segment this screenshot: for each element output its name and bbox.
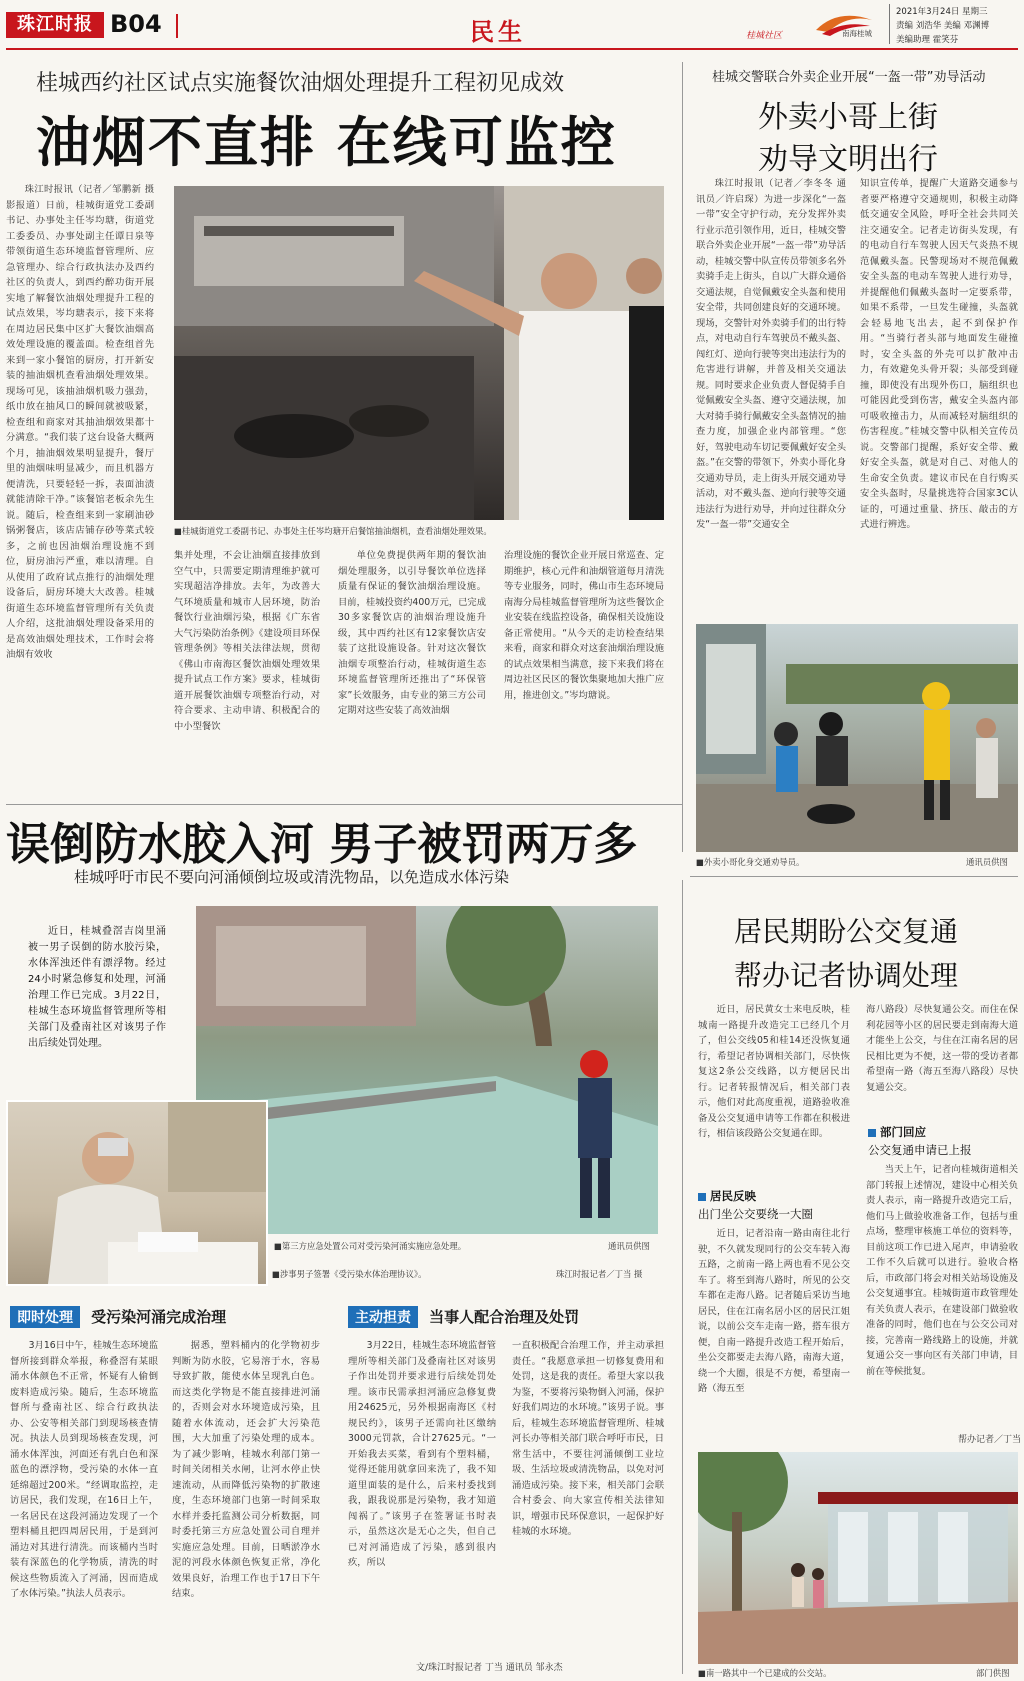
story3-credit-river: 通讯员供图 <box>608 1241 650 1251</box>
story4-sec-a-cont: 海八路段）尽快复通公交。而住在保利花园等小区的居民要走到南海大道才能坐上公交，与住在江南名居的居民相比更为不便，这一带的受访者都希望南一路（海五至海八路段）尽快复通公交。 <box>866 1004 1018 1093</box>
story1-title: 油烟不直排 在线可监控 <box>36 111 617 174</box>
brand-divider <box>889 4 890 44</box>
story1-kicker: 桂城西约社区试点实施餐饮油烟处理提升工程初见成效 <box>36 71 565 96</box>
story2-title-line1: 外卖小哥上街 <box>758 100 938 135</box>
masthead-rule <box>6 48 1018 50</box>
kitchen-scene-icon <box>174 186 664 520</box>
story4-sec-b-body: 当天上午，记者向桂城街道相关部门转报上述情况，建设中心相关负责人表示，南一路提升改造完工后，他们马上做验收准备工作，包括与重点场，整理审核施工单位的资料等，目前这项工作已进入尾声，申请验收工作不久后就可以进行。验收合格后，市政部门将会对相关站场设施及公交复通事宜。桂城街道市政管理处有关负责人表示，在建设部门做验收准备的同时，他们也在与公交公司对接，完善南一路线路上的设施，并就复通公交一事向区有关部门申请，目前在等候批复。 <box>866 1164 1018 1377</box>
story3-kicker: 桂城呼吁市民不要向河涌倾倒垃圾或清洗物品，以免造成水体污染 <box>74 868 510 886</box>
story1-col2: 集并处理，不会让油烟直接排放到空气中，只需要定期清理维护就可实现超洁净排放。去年，为改善大气环境质量和城市人居环境，防治餐饮行业油烟污染，根据《广东省大气污染防治条例》《建设项目环保管理条例》等相关法律法规，贯彻《佛山市南海区餐饮油烟处理效果提升试点工作方案》要求，桂城街道开展餐饮油烟专项整治行动，对符合要求、主动申请、积极配合的中小型餐饮 <box>174 550 320 732</box>
bullet-square-icon <box>698 1193 706 1201</box>
story4-lead: 近日，居民黄女士来电反映，桂城南一路提升改造完工已经几个月了，但公交线05和桂14还没恢复通行，希望记者协调相关部门，尽快恢复这2条公交线路，以方便居民出行。记者转报情况后，相关部门表示，他们对此高度重视，道路验收准备及公交复通申请等工作都在积极进行，相信该段路公交复通在即。 <box>698 1004 850 1139</box>
man-signing-icon <box>8 1102 266 1284</box>
story1-caption: ■桂城街道党工委副书记、办事处主任岑均瑭开启餐馆抽油烟机，查看油烟处理效果。 <box>174 526 492 536</box>
story-divider-right <box>690 876 1018 877</box>
story3-sec1-tag: 即时处理 <box>10 1306 80 1328</box>
story1-col1: 珠江时报讯（记者／邹鹏新 摄影报道）日前，桂城街道党工委副书记、办事处主任岑均瑭，街道党工委委员、办事处副主任谭日泉等带领街道生态环境监督管理所、应急管理办、综合行政执法办及西约社区的负责人，到西约醉功街开展实地了解餐饮油烟处理提升工程的试点效果，岑均瑭表示，接下来将在周边居民集中区扩大餐饮油烟高效处理设施的覆盖面。检查组首先来到一家小餐馆的厨房，打开新安装的抽油烟机查看油烟处理效果。现场可见，该抽油烟机吸力强劲，纸巾放在抽风口的瞬间就被吸紧，检查组和商家对其抽油烟效果都十分满意。“我们装了这台设备大概两个月，抽油烟效果明显提升，餐厅里的油烟味明显减少，而且机器方便清洗，只要轻轻一拆，表面油渍就能清除干净。”该餐馆老板余先生说。随后，检查组来到一家刷油砂锅粥餐店，该店店铺存砂等菜式较多，之前也因油烟治理设施不到位，厨房油污严重，难以清理。自从使用了政府试点推行的油烟处理设备后，厨房环境大大改善。桂城街道生态环境监督管理所有关负责人介绍，这批油烟处理设备采用的是高效油烟处理技术，工作时会将油烟有效收 <box>6 184 154 660</box>
page-number: B04 <box>110 10 162 38</box>
story3-sec1-header <box>10 1306 226 1328</box>
story3-sec2-col1: 3月22日，桂城生态环境监督管理所等相关部门及叠南社区对该男子作出处罚并要求进行后续处罚处理。该市民需承担河涌应急修复费用24625元，另外根据南海区《村规民约》，该男子还需向社区缴纳3000元罚款，合计27625元。“一开始我去买菜，看到有个塑料桶，觉得还能用就拿回来洗了，我不知道里面装的是什么，后来村委找到我，跟我说那是污染物，我才知道闯祸了。”该男子在签署证书时表示，虽然这次是无心之失，但自己已对河涌造成了污染，感到很内疚，所以 <box>348 1340 496 1568</box>
story2-col1: 珠江时报讯（记者／李冬冬 通讯员／许启琛）为进一步深化“一盔一带”安全守护行动，充分发挥外卖行业示范引领作用，近日，桂城交警联合外卖企业开展“一盔一带”劝导活动，桂城交警中队宣传员带领多名外卖骑手走上街头，自以广大群众通俗交通法规，自觉佩戴安全头盔和使用安全带，共同创建良好的交通环境。现场，交警针对外卖骑手们的出行特点，对电动自行车驾驶员不戴头盔、闯红灯、逆向行驶等突出违法行为的危害进行讲解，并普及相关交通法规。同时要求企业负责人督促骑手自觉佩戴安全头盔、遵守交通法规，加大对骑手骑行佩戴安全头盔情况的抽查力度，加强企业内部管理。“您好，驾驶电动车切记要佩戴好安全头盔。”在交警的带领下，外卖小哥化身交通劝导员，走上街头开展交通劝导活动，对不戴头盔、逆向行驶等交通违法行为进行劝导，并向过往群众分发“一盔一带”交通安全 <box>696 178 846 530</box>
story3-lead: 近日，桂城叠滘吉岗里涌被一男子误倒的防水胶污染，水体浑浊还伴有漂浮物。经过24小时紧急修复和处理，河涌治理工作已完成。3月22日，桂城生态环境监督管理所等相关部门及叠南社区对该男子作出后续处罚处理。 <box>28 926 166 1049</box>
story3-caption-river: ■第三方应急处置公司对受污染河涌实施应急处理。 <box>274 1241 467 1251</box>
bullet-square-icon-2 <box>868 1129 876 1137</box>
column-divider <box>682 62 683 852</box>
story1-col4: 治理设施的餐饮企业开展日常巡查、定期维护，核心元件和油烟管道每月清洗等专业服务，同时，佛山市生态环境局南海分局桂城监督管理所为这些餐饮企业安装在线监控设备，确保相关设施设备正常使用。“从今天的走访检查结果来看，商家和群众对这套油烟治理设施的试点效果相当满意，接下来我们将在周边社区民区的餐饮集聚地加大推广应用，推进创文。”岑均瑭说。 <box>504 550 664 701</box>
story3-sec2-tag: 主动担责 <box>348 1306 418 1328</box>
editor-line: 责编 刘浩华 美编 邓渊博 <box>896 21 990 31</box>
masthead-divider <box>176 14 178 38</box>
story3-sec2-col2: 一直积极配合治理工作，并主动承担责任。“我愿意承担一切修复费用和处罚，这是我的责任。希望大家以我为鉴，不要将污染物倒入河涌，保护好我们周边的水环境。”该男子说。事后，桂城生态环境监督管理所、桂城河长办等相关部门联合呼吁市民，日常生活中，不要往河涌倾倒工业垃圾、生活垃圾或清洗物品，以免对河涌造成污染。接下来，相关部门会联合村委会、向大家宣传相关法律知识，增强市民环保意识，一起保护好桂城的水环境。 <box>512 1340 664 1537</box>
proof-line: 美编助理 霍笑芬 <box>896 35 959 45</box>
story2-title-line2: 劝导文明出行 <box>758 142 938 177</box>
story3-sec2-title: 当事人配合治理及处罚 <box>429 1308 580 1326</box>
story4-sec-a-body: 近日，记者沿南一路由南往北行驶，不久就发现同行的公交车转入海五路，之前南一路上两也看不见公交车了。将至到海八路时，所见的公交车都在走海八路。记者随后采访当地居民，住在江南名居小区的居民江姐说，以前公交车走南一路，搭车很方便，自南一路提升改造工程开始后，坐公交都要走去海八路，南海大道，绕一个大圈，很是不方便，希望南一路（海五至 <box>698 1228 850 1394</box>
story2-credit: 通讯员供图 <box>966 857 1008 867</box>
story3-sec1-title: 受污染河涌完成治理 <box>91 1308 227 1326</box>
story1-col3: 单位免费提供两年期的餐饮油烟处理服务，以引导餐饮单位选择质量有保证的餐饮油烟治理设施。目前，桂城投资约400万元，已完成30多家餐饮店的油烟治理设施升级，其中西约社区有12家餐饮店安装了这批设施设备。针对这次餐饮油烟专项整治行动，桂城街道生态环境监督管理所还推出了“环保管家”长效服务，由专业的第三方公司定期对这些安装了高效油烟 <box>338 550 486 716</box>
story2-kicker: 桂城交警联合外卖企业开展“一盔一带”劝导活动 <box>712 70 986 85</box>
story4-sec-a-title <box>698 1188 756 1204</box>
story4-sec-a-sub: 出门坐公交要绕一大圈 <box>698 1207 813 1221</box>
story4-title-line1: 居民期盼公交复通 <box>734 915 959 948</box>
story4-sec-b-sub: 公交复通申请已上报 <box>868 1143 972 1157</box>
story4-sec-b-title <box>868 1124 926 1140</box>
story3-sec2-header <box>348 1306 579 1328</box>
story2-caption: ■外卖小哥化身交通劝导员。 <box>696 857 805 867</box>
story-divider <box>6 804 682 805</box>
story4-title-line2: 帮办记者协调处理 <box>734 959 959 992</box>
story3-photo-man <box>6 1100 268 1286</box>
story2-col2: 知识宣传单，提醒广大道路交通参与者要严格遵守交通规则，积极主动降低交通安全风险，呼吁全社会共同关注交通安全。记者走访街头发现，有的电动自行车驾驶人因天气炎热不规范佩戴头盔。民警现场对不规范佩戴安全头盔的电动车驾驶人进行劝导，并提醒他们佩戴头盔时一定要系带，如果不系带，一旦发生碰撞，头盔就会轻易地飞出去，起不到保护作用。“当骑行者头部与地面发生碰撞时，安全头盔的外壳可以扩散冲击力，有效避免头骨开裂；头部受到碰撞，即使没有出现外伤口，脑组织也可能因此受到伤害，戴安全头盔内部可吸收撞击力，从而减轻对脑组织的伤害程度。”桂城交警中队相关宣传员说。交警部门提醒，系好安全带、戴好安全头盔，就是对自己、对他人的生命安全负责。建议市民在自行购买安全头盔时，尽量挑选符合国家3C认证的，可通过重量、挤压、敲击的方式进行辨选。 <box>860 178 1018 530</box>
masthead <box>0 0 1024 48</box>
story4-photo-bus-stop <box>698 1452 1018 1664</box>
story2-photo-street <box>696 624 1018 852</box>
story4-credit: 部门供图 <box>976 1668 1010 1678</box>
column-divider-lower <box>682 880 683 1674</box>
paper-logo: 珠江时报 <box>6 12 104 38</box>
story1-photo-kitchen <box>174 186 664 520</box>
brand-name: 南海桂城 <box>842 29 872 38</box>
column-logo-text: 桂城社区 <box>746 31 783 41</box>
story3-caption-man: ■涉事男子签署《受污染水体治理协议》。 <box>272 1269 427 1279</box>
story3-byline: 文/珠江时报记者 丁当 通讯员 邹永杰 <box>416 1663 563 1673</box>
bus-stop-scene-icon <box>698 1452 1018 1664</box>
story4-sec-a-title-text: 居民反映 <box>710 1189 756 1203</box>
story3-credit-man: 珠江时报记者／丁当 摄 <box>556 1269 643 1279</box>
story4-sec-b-title-text: 部门回应 <box>880 1125 926 1139</box>
delivery-riders-icon <box>696 624 1018 852</box>
date-line: 2021年3月24日 星期三 <box>896 7 988 17</box>
story3-title: 误倒防水胶入河 男子被罚两万多 <box>6 819 638 870</box>
story4-sec-b-sign: 帮办记者／丁当 <box>958 1435 1022 1445</box>
section-name: 民生 <box>470 18 526 46</box>
story3-sec1-col2: 据悉，塑料桶内的化学物初步判断为防水胶，它易溶于水，容易导致扩散，能使水体呈现乳白色。而这类化学物是不能直接排进河涌的，否则会对水环境造成污染，且随着水体流动，还会扩大污染范围，大大加重了污染处理的成本。为了减少影响，桂城水利部门第一时间关闭相关水闸，让河水停止快速流动，从而降低污染物的扩散速度，生态环境部门也第一时间采取水样并委托监测公司分析数据，同时委托第三方应急处置公司自理并实施应急处理。目前，日晒淤净水泥的河段水体颜色恢复正常，净化效果良好，治理工作也于17日下午结束。 <box>172 1340 320 1599</box>
story4-caption: ■南一路其中一个已建成的公交站。 <box>698 1668 832 1678</box>
story3-sec1-col1: 3月16日中午，桂城生态环境监督所接到群众举报，称叠滘有某眼涌水体颜色不正常，怀疑有人偷倒废料造成污染。随后，生态环境监督所与叠南社区、综合行政执法办、公安等相关部门到现场核查情况。执法人员到现场核查发现，河涌水体浑浊，河面还有乳白色和深蓝色的漂浮物，受污染的水体一直延绵超过200米。“经调取监控，走访居民，我们发现，在16日上午，一名居民在这段河涌边发现了一个塑料桶且把四周居民用，于是到河涌边对其进行清洗。而该桶内当时装有深蓝色的化学物质，清洗的时候这些物质流入了河涌，因而造成了水体污染。”执法人员表示。 <box>10 1340 158 1599</box>
